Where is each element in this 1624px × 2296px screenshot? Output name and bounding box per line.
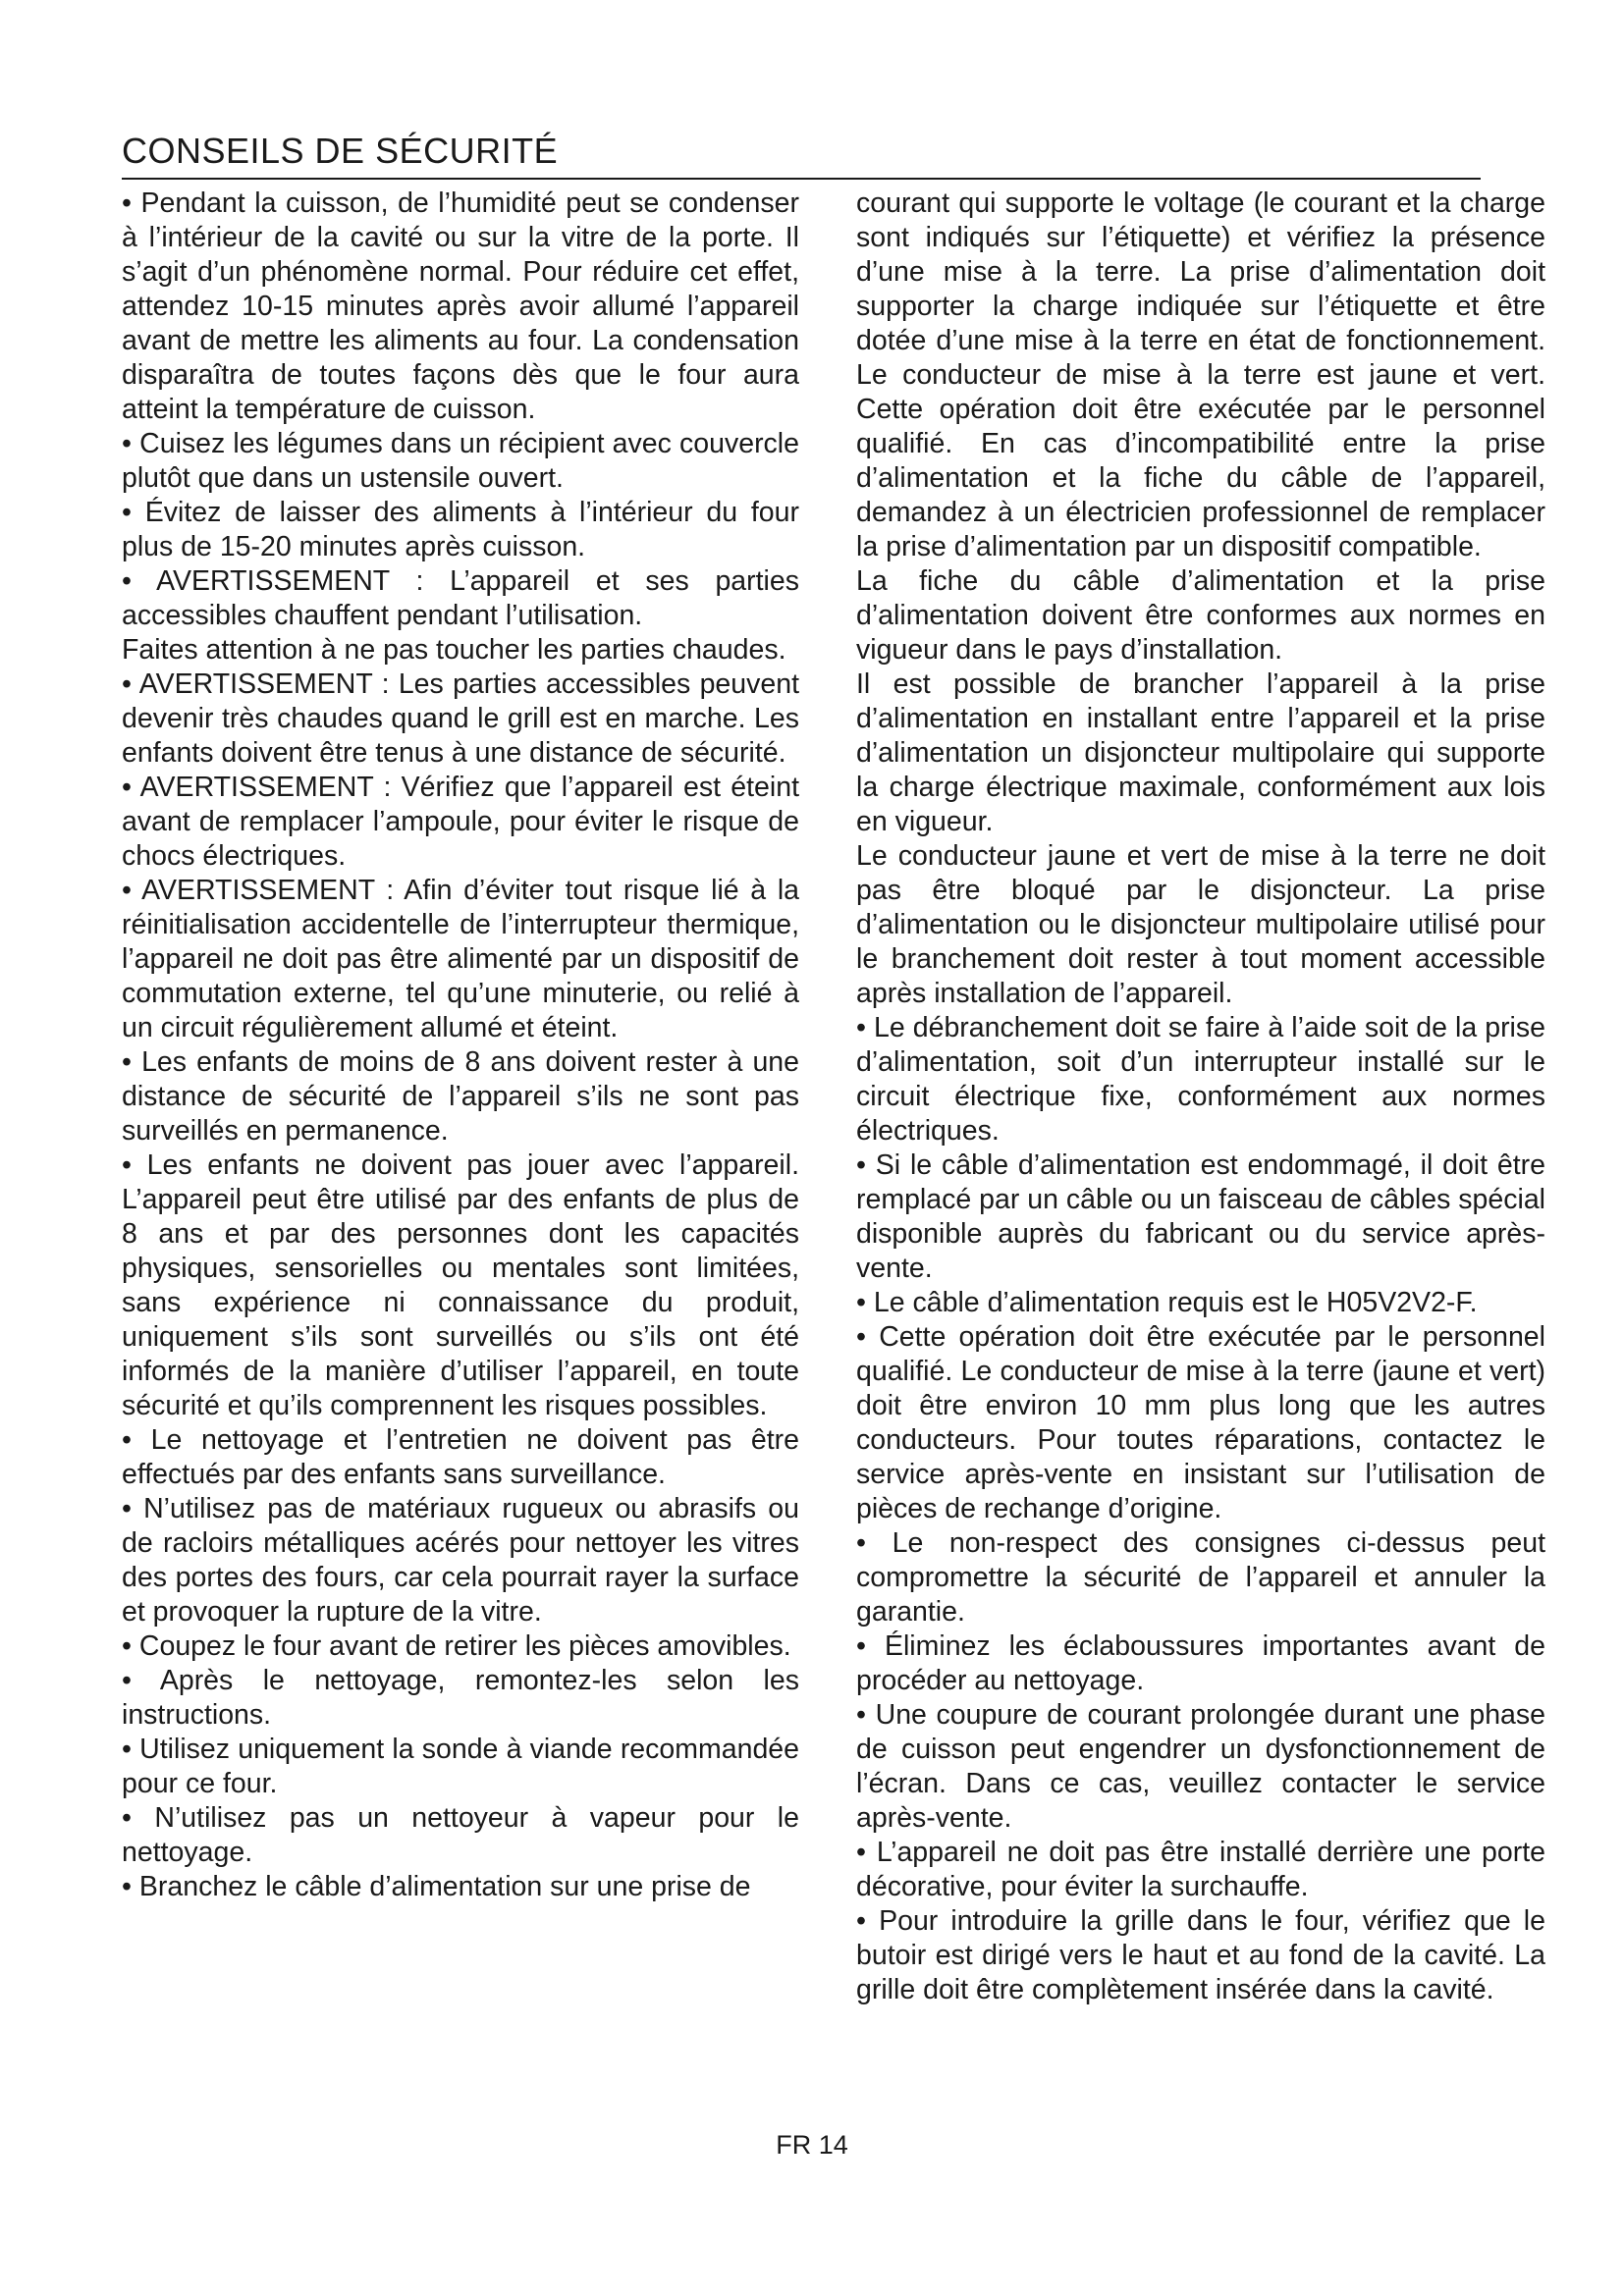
paragraph: • AVERTISSEMENT : Les parties accessibles peuvent devenir très chaudes quand le grill est en marche. Les enfants doivent être tenus à une distance de sécurité.	[122, 668, 799, 769]
paragraph: • N’utilisez pas de matériaux rugueux ou abrasifs ou de racloirs métalliques acérés pour nettoyer les vitres des portes des fours, car cela pourrait rayer la surface et provoquer la rupture de la vitre.	[122, 1493, 799, 1628]
paragraph: • AVERTISSEMENT : Vérifiez que l’appareil est éteint avant de remplacer l’ampoule, pour éviter le risque de chocs électriques.	[122, 772, 799, 872]
right-column	[856, 187, 1545, 2007]
paragraph: • Utilisez uniquement la sonde à viande recommandée pour ce four.	[122, 1734, 799, 1799]
paragraph: • Pour introduire la grille dans le four, vérifiez que le butoir est dirigé vers le haut et au fond de la cavité. La grille doit être complètement insérée dans la cavité.	[856, 1905, 1545, 2005]
title-underline	[122, 178, 1481, 180]
paragraph: • AVERTISSEMENT : Afin d’éviter tout risque lié à la réinitialisation accidentelle de l’interrupteur thermique, l’appareil ne doit pas être alimenté par un dispositif de commutation externe, tel qu’une minuterie, ou relié à un circuit régulièrement allumé et éteint.	[122, 875, 799, 1043]
page-number: FR 14	[776, 2130, 848, 2160]
paragraph: Faites attention à ne pas toucher les parties chaudes.	[122, 634, 786, 666]
paragraph: • Le non-respect des consignes ci-dessus peut compromettre la sécurité de l’appareil et annuler la garantie.	[856, 1527, 1545, 1628]
paragraph: • Le câble d’alimentation requis est le H05V2V2-F.	[856, 1287, 1478, 1318]
paragraph: La fiche du câble d’alimentation et la prise d’alimentation doivent être conformes aux normes en vigueur dans le pays d’installation.	[856, 565, 1545, 666]
paragraph: • Cuisez les légumes dans un récipient avec couvercle plutôt que dans un ustensile ouvert.	[122, 428, 799, 494]
paragraph: • Les enfants de moins de 8 ans doivent rester à une distance de sécurité de l’appareil s’ils ne sont pas surveillés en permanence.	[122, 1046, 799, 1147]
paragraph: • Branchez le câble d’alimentation sur une prise de	[122, 1871, 751, 1902]
paragraph: • Pendant la cuisson, de l’humidité peut se condenser à l’intérieur de la cavité ou sur la vitre de la porte. Il s’agit d’un phénomène normal. Pour réduire cet effet, attendez 10-15 minutes après avoir allumé l’appareil avant de mettre les aliments au four. La condensation disparaîtra de toutes façons dès que le four aura atteint la température de cuisson.	[122, 187, 799, 425]
paragraph: • Coupez le four avant de retirer les pièces amovibles.	[122, 1630, 791, 1662]
page-title: CONSEILS DE SÉCURITÉ	[122, 131, 559, 171]
paragraph: • Évitez de laisser des aliments à l’intérieur du four plus de 15-20 minutes après cuisson.	[122, 497, 799, 562]
paragraph: • Après le nettoyage, remontez-les selon les instructions.	[122, 1665, 799, 1731]
paragraph: • Le débranchement doit se faire à l’aide soit de la prise d’alimentation, soit d’un interrupteur installé sur le circuit électrique fixe, conformément aux normes électriques.	[856, 1012, 1545, 1147]
paragraph: courant qui supporte le voltage (le courant et la charge sont indiqués sur l’étiquette) et vérifiez la présence d’une mise à la terre. La prise d’alimentation doit supporter la charge indiquée sur l’étiquette et être dotée d’une mise à la terre en état de fonctionnement. Le conducteur de mise à la terre est jaune et vert. Cette opération doit être exécutée par le personnel qualifié. En cas d’incompatibilité entre la prise d’alimentation et la fiche du câble de l’appareil, demandez à un électricien professionnel de remplacer la prise d’alimentation par un dispositif compatible.	[856, 187, 1545, 562]
paragraph: • AVERTISSEMENT : L’appareil et ses parties accessibles chauffent pendant l’utilisation.	[122, 565, 799, 631]
paragraph: • Si le câble d’alimentation est endommagé, il doit être remplacé par un câble ou un faisceau de câbles spécial disponible auprès du fabricant ou du service après-vente.	[856, 1149, 1545, 1284]
paragraph: • Une coupure de courant prolongée durant une phase de cuisson peut engendrer un dysfonctionnement de l’écran. Dans ce cas, veuillez contacter le service après-vente.	[856, 1699, 1545, 1834]
paragraph: • Le nettoyage et l’entretien ne doivent pas être effectués par des enfants sans surveillance.	[122, 1424, 799, 1490]
paragraph: Le conducteur jaune et vert de mise à la terre ne doit pas être bloqué par le disjoncteur. La prise d’alimentation ou le disjoncteur multipolaire utilisé pour le branchement doit rester à tout moment accessible après installation de l’appareil.	[856, 840, 1545, 1009]
paragraph: Il est possible de brancher l’appareil à la prise d’alimentation en installant entre l’appareil et la prise d’alimentation un disjoncteur multipolaire qui supporte la charge électrique maximale, conformément aux lois en vigueur.	[856, 668, 1545, 837]
paragraph: • Les enfants ne doivent pas jouer avec l’appareil. L’appareil peut être utilisé par des enfants de plus de 8 ans et par des personnes dont les capacités physiques, sensorielles ou mentales sont limitées, sans expérience ni connaissance du produit, uniquement s’ils sont surveillés ou s’ils ont été informés de la manière d’utiliser l’appareil, en toute sécurité et qu’ils comprennent les risques possibles.	[122, 1149, 799, 1421]
left-column	[122, 187, 799, 1904]
paragraph: • N’utilisez pas un nettoyeur à vapeur pour le nettoyage.	[122, 1802, 799, 1868]
paragraph: • Éliminez les éclaboussures importantes avant de procéder au nettoyage.	[856, 1630, 1545, 1696]
paragraph: • L’appareil ne doit pas être installé derrière une porte décorative, pour éviter la surchauffe.	[856, 1837, 1545, 1902]
paragraph: • Cette opération doit être exécutée par le personnel qualifié. Le conducteur de mise à la terre (jaune et vert) doit être environ 10 mm plus long que les autres conducteurs. Pour toutes réparations, contactez le service après-vente en insistant sur l’utilisation de pièces de rechange d’origine.	[856, 1321, 1545, 1524]
